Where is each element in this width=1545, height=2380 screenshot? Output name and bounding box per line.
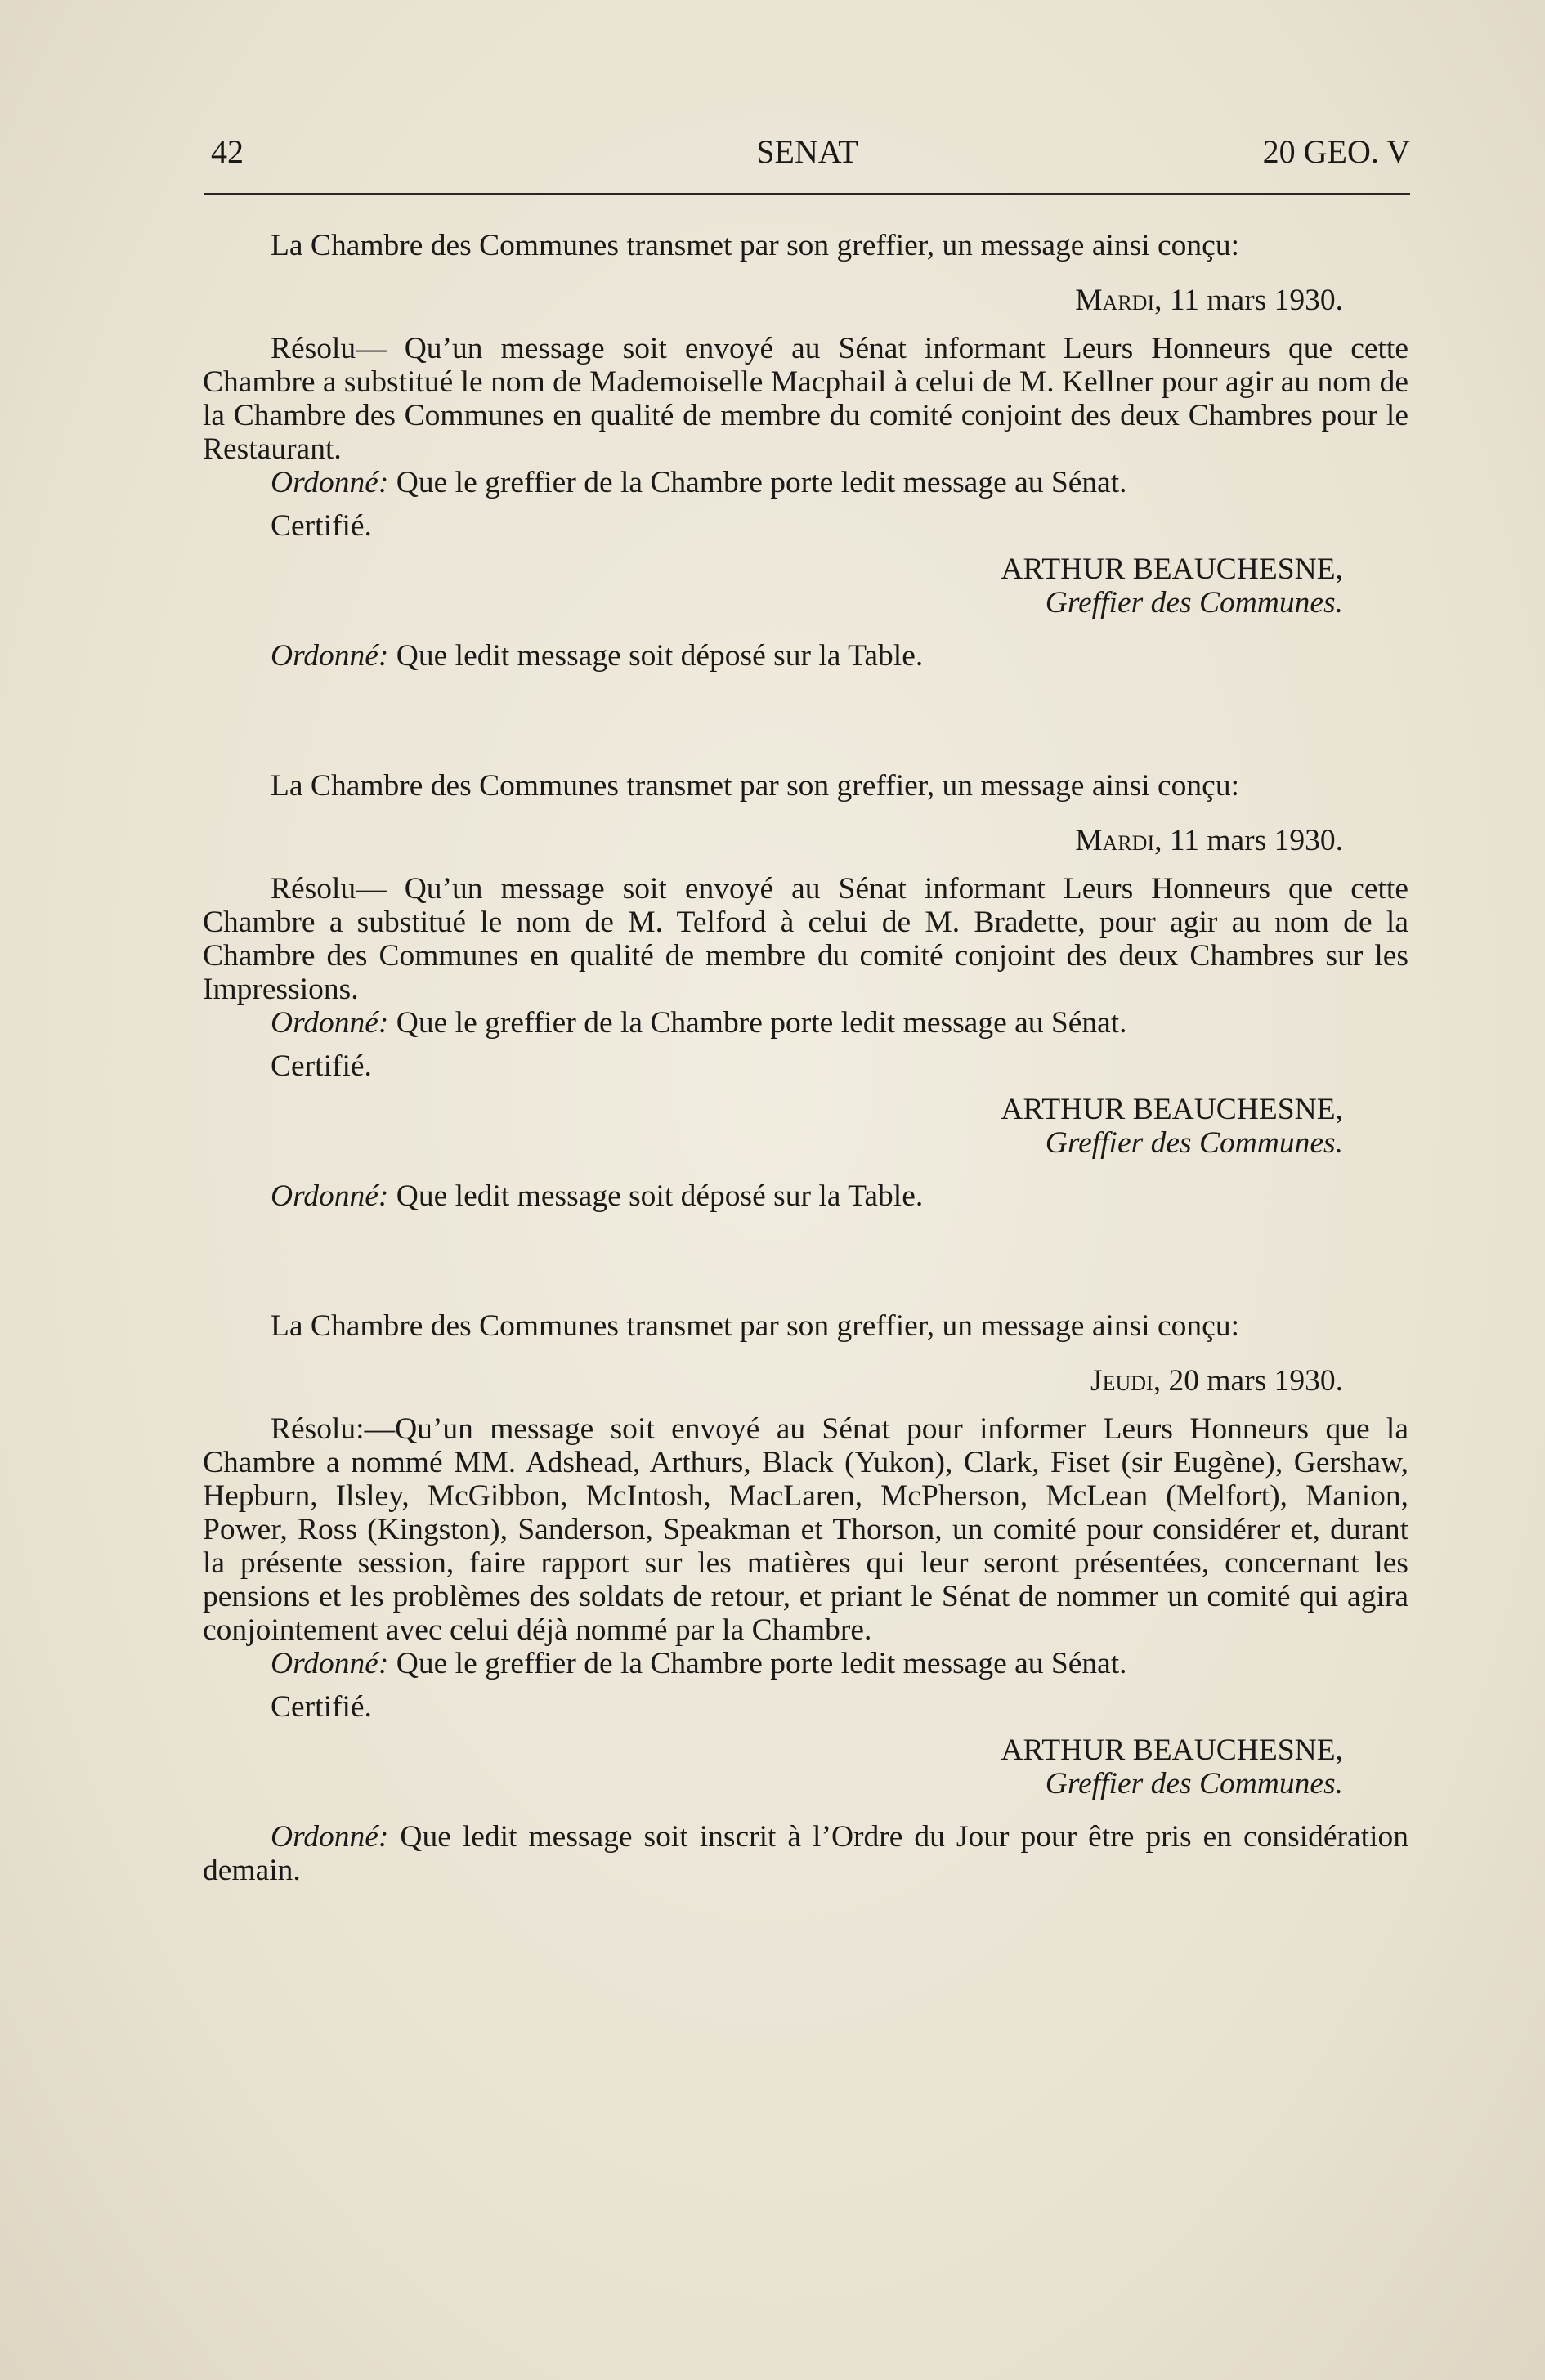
date-day: Jeudi,: [1090, 1364, 1162, 1398]
order-line: [271, 1647, 1408, 1680]
final-order: [203, 1820, 1408, 1887]
date-day: Mardi,: [1075, 284, 1162, 317]
order-label: Ordonné:: [271, 1006, 389, 1040]
message-date: [203, 824, 1408, 857]
message-intro: La Chambre des Communes transmet par son greffier, un message ainsi conçu:: [271, 769, 1239, 803]
date-day: Mardi,: [1075, 824, 1162, 857]
signature-name: ARTHUR BEAUCHESNE,: [1001, 1734, 1343, 1767]
certified-label: Certifié.: [271, 1049, 372, 1083]
signature-title: Greffier des Communes.: [1045, 1767, 1343, 1801]
page-body: [203, 229, 1408, 1887]
final-order-text: Que ledit message soit déposé sur la Table.: [388, 639, 924, 673]
signature-title: Greffier des Communes.: [1045, 1126, 1343, 1160]
resolution-text: Résolu:—Qu’un message soit envoyé au Sénat pour informer Leurs Honneurs que la Chambre a nommé MM. Adshead, Arthurs, Black (Yukon), Clark, Fiset (sir Eugène), Gershaw, Hepburn, Ilsley, McGibbon, McIntosh, MacLaren, McPherson, McLean (Melfort), Manion, Power, Ross (Kingston), Sanderson, Speakman et Thorson, un comité pour considérer et, durant la présente session, faire rapport sur les matières qui leur seront présentées, concernant les pensions et les problèmes des soldats de retour, et priant le Sénat de nommer un comité qui agira conjointement avec celui déjà nommé par la Chambre.: [203, 1412, 1408, 1647]
order-line: [271, 466, 1408, 499]
resolution-text: Résolu— Qu’un message soit envoyé au Sénat informant Leurs Honneurs que cette Chambre a substitué le nom de M. Telford à celui de M. Bradette, pour agir au nom de la Chambre des Communes en qualité de membre du comité conjoint des deux Chambres sur les Impressions.: [203, 872, 1408, 1006]
order-text: Que le greffier de la Chambre porte ledit message au Sénat.: [388, 1006, 1127, 1040]
final-order-label: Ordonné:: [271, 1179, 389, 1213]
certified-label: Certifié.: [271, 1690, 372, 1724]
message-block: [203, 229, 1408, 673]
order-label: Ordonné:: [271, 466, 389, 499]
message-date: [203, 1364, 1408, 1398]
order-text: Que le greffier de la Chambre porte ledit message au Sénat.: [388, 1647, 1127, 1680]
message-intro: La Chambre des Communes transmet par son greffier, un message ainsi conçu:: [271, 1309, 1239, 1343]
final-order-label: Ordonné:: [271, 639, 389, 673]
final-order-text: Que ledit message soit déposé sur la Table.: [388, 1179, 924, 1213]
final-order: [203, 1179, 1408, 1213]
message-block: [203, 769, 1408, 1213]
header-rule-thick: [204, 193, 1410, 195]
page-number: 42: [211, 133, 244, 170]
certified-label: Certifié.: [271, 509, 372, 543]
final-order: [203, 639, 1408, 673]
message-block: [203, 1309, 1408, 1887]
session-label: 20 GEO. V: [1262, 133, 1410, 170]
order-line: [271, 1006, 1408, 1040]
order-label: Ordonné:: [271, 1647, 389, 1680]
message-date: [203, 284, 1408, 317]
message-intro: La Chambre des Communes transmet par son greffier, un message ainsi conçu:: [271, 229, 1239, 262]
signature-title: Greffier des Communes.: [1045, 586, 1343, 620]
date-rest: 11 mars 1930.: [1162, 284, 1343, 317]
order-text: Que le greffier de la Chambre porte ledit message au Sénat.: [388, 466, 1127, 499]
signature-name: ARTHUR BEAUCHESNE,: [1001, 552, 1343, 586]
running-title: SENAT: [756, 133, 858, 170]
date-rest: 20 mars 1930.: [1161, 1364, 1343, 1398]
date-rest: 11 mars 1930.: [1162, 824, 1343, 857]
final-order-label: Ordonné:: [271, 1820, 389, 1854]
running-header: [204, 132, 1410, 173]
resolution-text: Résolu— Qu’un message soit envoyé au Sénat informant Leurs Honneurs que cette Chambre a substitué le nom de Mademoiselle Macphail à celui de M. Kellner pour agir au nom de la Chambre des Communes en qualité de membre du comité conjoint des deux Chambres pour le Restaurant.: [203, 332, 1408, 466]
signature-name: ARTHUR BEAUCHESNE,: [1001, 1093, 1343, 1126]
final-order-text: Que ledit message soit inscrit à l’Ordre du Jour pour être pris en considération demain.: [203, 1820, 1408, 1887]
